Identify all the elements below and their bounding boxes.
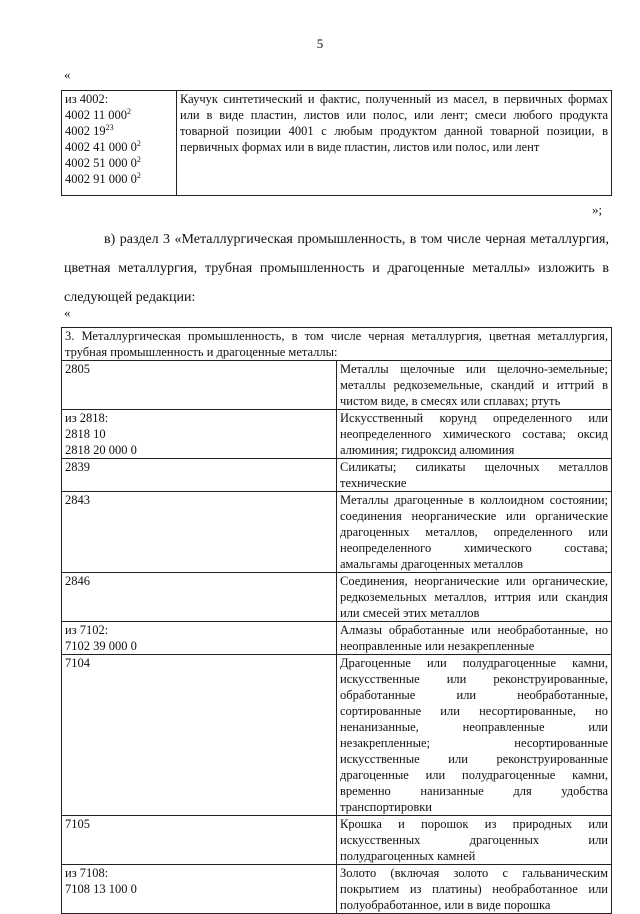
code-cell — [62, 655, 337, 816]
table-row — [62, 816, 612, 865]
description-cell: Алмазы обработанные или необработанные, но неоправленные или незакрепленные — [337, 622, 612, 655]
code-line: из 2818: — [65, 411, 109, 425]
code-cell — [62, 459, 337, 492]
description-cell: Драгоценные или полудрагоценные камни, искусственные или реконструированные, обработанные или необработанные, сортированные или несортированные, но ненанизанные, неоправленные или незакрепленные; несортированные искусственные или реконструированные драгоценные или полудрагоценные камни, временно нанизанные для удобства транспортировки — [337, 655, 612, 816]
code-cell — [62, 91, 177, 196]
opening-quote-mark: « — [64, 305, 71, 320]
rubber-goods-table — [61, 90, 612, 196]
code-line: 7102 39 000 0 — [65, 639, 137, 653]
description-cell: Крошка и порошок из природных или искусственных драгоценных или полудрагоценных камней — [337, 816, 612, 865]
code-line: 7104 — [65, 656, 90, 670]
table-row — [62, 865, 612, 914]
code-line: 7105 — [65, 817, 90, 831]
code-line: из 7108: — [65, 866, 109, 880]
page-number: 5 — [316, 36, 324, 51]
section-header-cell: 3. Металлургическая промышленность, в том числе черная металлургия, цветная металлургия, трубная промышленность и драгоценные металлы: — [62, 328, 612, 361]
code-line: 2818 20 000 0 — [65, 443, 137, 457]
code-line: 4002 51 000 $0^2$ — [65, 154, 141, 170]
description-cell: Соединения, неорганические или органические, редкоземельных металлов, иттрия или скандия или смесей этих металлов — [337, 573, 612, 622]
code-line: 4002 11 $000^2$ — [65, 106, 132, 122]
description-cell: Золото (включая золото с гальваническим покрытием из платины) необработанное или полуобработанное, или в виде порошка — [337, 865, 612, 914]
table-row — [62, 622, 612, 655]
code-line: 2818 10 — [65, 427, 106, 441]
description-cell: Искусственный корунд определенного или неопределенного химического состава; оксид алюминия; гидроксид алюминия — [337, 410, 612, 459]
code-cell — [62, 622, 337, 655]
code-line: 4002 41 000 $0^2$ — [65, 138, 141, 154]
closing-quote-mark: »; — [592, 202, 603, 217]
code-line: из 4002: — [65, 92, 109, 106]
code-line: 2843 — [65, 493, 90, 507]
code-line: 4002 91 000 $0^2$ — [65, 170, 141, 186]
table-header-row — [62, 328, 612, 361]
amendment-paragraph: в) раздел 3 «Металлургическая промышленность, в том числе черная металлургия, цветная металлургия, трубная промышленность и драгоценные металлы» изложить в следующей редакции: — [64, 232, 609, 305]
code-line: 4002 $19^{23}$ — [65, 122, 114, 138]
code-cell — [62, 410, 337, 459]
code-cell — [62, 816, 337, 865]
metallurgy-table — [61, 327, 612, 914]
code-line: 2846 — [65, 574, 90, 588]
table-row — [62, 361, 612, 410]
description-cell: Силикаты; силикаты щелочных металлов технические — [337, 459, 612, 492]
description-cell: Каучук синтетический и фактис, полученный из масел, в первичных формах или в виде пластин, листов или полос, или лент; смеси любого продукта товарной позиции 4001 с любым продуктом данной товарной позиции, в первичных формах или в виде пластин, листов или полос, или лент — [177, 91, 612, 196]
code-cell — [62, 492, 337, 573]
table-row — [62, 459, 612, 492]
table-row — [62, 492, 612, 573]
opening-quote-mark: « — [64, 67, 71, 82]
code-line: из 7102: — [65, 623, 109, 637]
table-row — [62, 91, 612, 196]
table-row — [62, 410, 612, 459]
code-line: 2839 — [65, 460, 90, 474]
code-line: 2805 — [65, 362, 90, 376]
code-line: 7108 13 100 0 — [65, 882, 137, 896]
table-row — [62, 655, 612, 816]
code-cell — [62, 573, 337, 622]
code-cell — [62, 361, 337, 410]
description-cell: Металлы щелочные или щелочно-земельные; металлы редкоземельные, скандий и иттрий в чистом виде, в смесях или сплавах; ртуть — [337, 361, 612, 410]
code-cell — [62, 865, 337, 914]
table-row — [62, 573, 612, 622]
description-cell: Металлы драгоценные в коллоидном состоянии; соединения неорганические или органические драгоценных металлов, определенного или неопределенного химического состава; амальгамы драгоценных металлов — [337, 492, 612, 573]
